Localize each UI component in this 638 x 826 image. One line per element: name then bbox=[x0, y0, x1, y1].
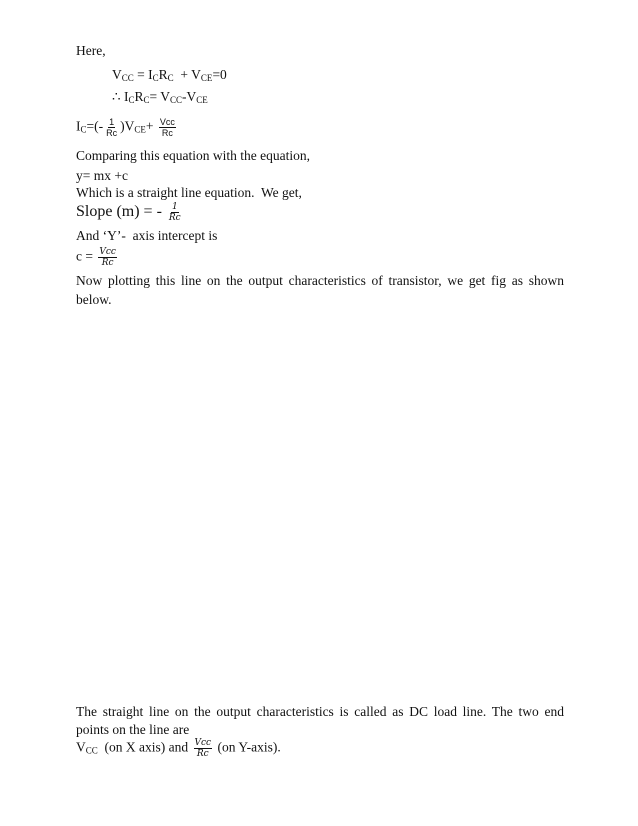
slope-num: 1 bbox=[171, 202, 178, 212]
eq2-vcc-sub: CC bbox=[170, 95, 183, 105]
c-fraction bbox=[98, 247, 117, 268]
eq1-vce-sub: CE bbox=[200, 73, 213, 83]
eq1-vcc: V bbox=[112, 67, 122, 82]
text-comparing: Comparing this equation with the equation, bbox=[76, 148, 310, 163]
eq2-minus-vce: -V bbox=[182, 89, 197, 104]
equation-slope bbox=[76, 202, 184, 223]
eq3-fraction-1-over-rc bbox=[105, 117, 118, 138]
eq1-rc: R bbox=[158, 67, 168, 82]
c-label: c = bbox=[76, 248, 97, 264]
eq2-therefore: ∴ I bbox=[112, 89, 129, 104]
text-plotting-line-2: below. bbox=[76, 292, 112, 307]
eq3-close-vce: )V bbox=[120, 118, 135, 134]
eq1-plus-vce: + V bbox=[173, 67, 201, 82]
eq2-vce-sub: CE bbox=[196, 95, 208, 105]
endpoints-vcc-sub: CC bbox=[85, 745, 98, 756]
endpoints-y-axis: (on Y-axis). bbox=[214, 739, 281, 755]
eq1-ic-sub: C bbox=[152, 73, 159, 83]
c-num: Vcc bbox=[99, 247, 116, 257]
text-line-equation: y= mx +c bbox=[76, 168, 128, 183]
eq2-ic-sub: C bbox=[128, 95, 135, 105]
eq2-rc: R bbox=[134, 89, 144, 104]
text-dc-load-line-2: points on the line are bbox=[76, 722, 190, 737]
eq3-frac2-den: Rc bbox=[161, 128, 173, 138]
endpoints-den: Rc bbox=[196, 749, 209, 759]
eq2-eq-vcc: = V bbox=[149, 89, 171, 104]
eq2-rc-sub: C bbox=[143, 95, 150, 105]
eq3-frac2-num: Vcc bbox=[159, 117, 175, 127]
text-intercept: And ‘Y’- axis intercept is bbox=[76, 228, 218, 243]
eq3-vce-sub: CE bbox=[134, 124, 146, 135]
eq3-ic: I bbox=[76, 118, 81, 134]
endpoints-num: Vcc bbox=[194, 738, 212, 748]
endpoints-x-axis: (on X axis) and bbox=[97, 739, 192, 755]
eq1-ic: = I bbox=[133, 67, 153, 82]
eq3-ic-sub: C bbox=[80, 124, 87, 135]
eq3-plus: + bbox=[145, 118, 157, 134]
endpoints-vcc: V bbox=[76, 739, 86, 755]
text-straight-line: Which is a straight line equation. We get, bbox=[76, 185, 302, 200]
equation-c bbox=[76, 247, 119, 268]
equation-icrc bbox=[112, 90, 208, 105]
text-plotting-line-1: Now plotting this line on the output characteristics of transistor, we get fig as shown bbox=[76, 273, 564, 288]
equation-vcc bbox=[112, 68, 227, 83]
eq1-rc-sub: C bbox=[167, 73, 174, 83]
eq3-open: =(- bbox=[86, 118, 104, 134]
c-den: Rc bbox=[101, 258, 114, 268]
equation-ic bbox=[76, 117, 178, 138]
text-dc-load-line-1: The straight line on the output characteristics is called as DC load line. The two end bbox=[76, 704, 564, 719]
text-endpoints bbox=[76, 738, 281, 759]
endpoints-fraction bbox=[194, 738, 213, 759]
eq1-tail: =0 bbox=[212, 67, 227, 82]
eq3-frac1-num: 1 bbox=[109, 117, 115, 127]
eq1-vcc-sub: CC bbox=[121, 73, 134, 83]
slope-fraction bbox=[168, 202, 182, 223]
slope-label: Slope (m) = - bbox=[76, 203, 166, 221]
text-here: Here, bbox=[76, 43, 106, 58]
eq3-fraction-vcc-over-rc bbox=[159, 117, 176, 138]
eq3-frac1-den: Rc bbox=[106, 128, 118, 138]
slope-den: Rc bbox=[168, 213, 181, 223]
